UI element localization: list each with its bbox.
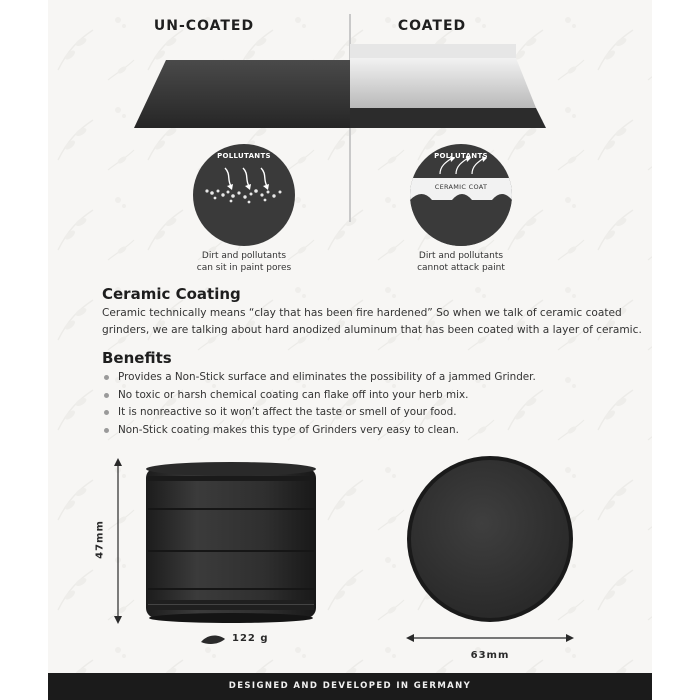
height-label: 47mm	[94, 520, 106, 559]
coated-circle-label: POLLUTANTS	[434, 152, 488, 160]
coated-title: COATED	[397, 18, 467, 34]
benefit-item	[102, 369, 622, 387]
height-arrow-icon	[112, 458, 124, 624]
coated-caption-line-2: cannot attack paint	[417, 263, 505, 273]
ceramic-line-1: Ceramic technically means “clay that has been fire hardened” So when we talk of ceramic coated	[102, 307, 622, 319]
uncoated-caption-line-1: Dirt and pollutants	[201, 251, 287, 261]
uncoated-caption-line-2: can sit in paint pores	[196, 263, 292, 273]
benefit-text: It is nonreactive so it won’t affect the taste or smell of your food.	[118, 406, 457, 418]
coated-surface-illustration	[350, 44, 550, 130]
benefits-list	[102, 369, 622, 439]
coated-pollutants-circle	[410, 144, 512, 246]
coated-caption	[391, 250, 531, 274]
benefit-text: Non-Stick coating makes this type of Grinders very easy to clean.	[118, 423, 459, 436]
bullet-icon	[104, 410, 109, 415]
benefit-text: Provides a Non-Stick surface and eliminates the possibility of a jammed Grinder.	[118, 371, 536, 383]
weight-label: 122 g	[232, 633, 269, 644]
uncoated-circle-label: POLLUTANTS	[217, 152, 271, 160]
leaf-weight-icon	[200, 634, 226, 646]
ceramic-coating-heading: Ceramic Coating	[102, 285, 241, 303]
uncoated-surface-illustration	[134, 58, 350, 130]
benefit-item	[102, 387, 622, 405]
ceramic-coat-label: CERAMIC COAT	[434, 183, 488, 191]
ceramic-line-2: grinders, we are talking about hard anodized aluminum that has been coated with a layer of ceramic.	[102, 324, 642, 336]
bullet-icon	[104, 428, 109, 433]
uncoated-title: UN-COATED	[153, 18, 255, 34]
product-infographic	[48, 0, 652, 700]
benefits-heading: Benefits	[102, 349, 172, 367]
coated-caption-line-1: Dirt and pollutants	[418, 251, 504, 261]
grinder-top-view	[406, 455, 574, 623]
uncoated-pollutants-circle	[193, 144, 295, 246]
benefit-item	[102, 422, 622, 440]
diameter-arrow-icon	[406, 632, 574, 644]
bullet-icon	[104, 375, 109, 380]
uncoated-caption	[174, 250, 314, 274]
grinder-side-view	[144, 460, 318, 624]
diameter-label: 63mm	[470, 650, 510, 661]
benefit-text: No toxic or harsh chemical coating can flake off into your herb mix.	[118, 388, 469, 401]
benefit-item	[102, 404, 622, 422]
ceramic-coating-paragraph	[102, 305, 642, 339]
bullet-icon	[104, 393, 109, 398]
footer-banner: DESIGNED AND DEVELOPED IN GERMANY	[48, 673, 652, 700]
